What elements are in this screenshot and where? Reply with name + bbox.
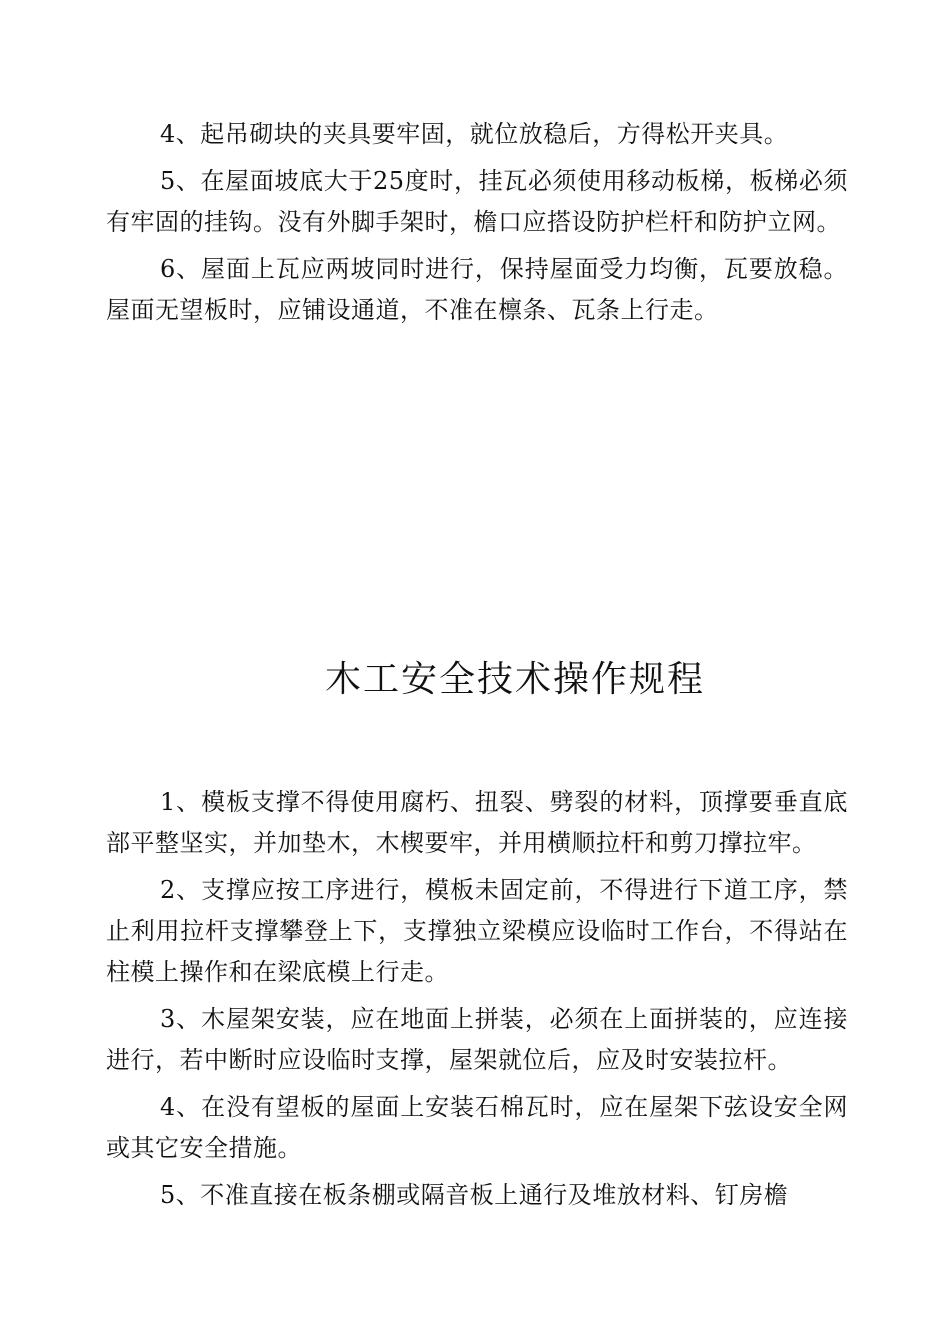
carpentry-rule-2: 2、支撑应按工序进行，模板未固定前，不得进行下道工序，禁止利用拉杆支撑攀登上下，支撑独立梁模应设临时工作台，不得站在柱模上操作和在梁底模上行走。 (106, 876, 848, 986)
carpentry-rule-3: 3、木屋架安装，应在地面上拼装，必须在上面拼装的，应连接进行，若中断时应设临时支撑，屋架就位后，应及时安装拉杆。 (106, 1005, 848, 1074)
rule-paragraph-4: 4、起吊砌块的夹具要牢固，就位放稳后，方得松开夹具。 (160, 120, 789, 148)
masonry-rules-continued (106, 114, 848, 337)
section-title: 木工安全技术操作规程 (324, 659, 705, 700)
carpentry-rules (106, 782, 848, 1222)
carpentry-rule-4: 4、在没有望板的屋面上安装石棉瓦时，应在屋架下弦设安全网或其它安全措施。 (106, 1093, 848, 1162)
carpentry-rule-1: 1、模板支撑不得使用腐朽、扭裂、劈裂的材料，顶撑要垂直底部平整坚实，并加垫木，木楔要牢，并用横顺拉杆和剪刀撑拉牢。 (106, 788, 848, 857)
carpentry-rule-5: 5、不准直接在板条棚或隔音板上通行及堆放材料、钉房檐 (160, 1181, 789, 1209)
rule-paragraph-6: 6、屋面上瓦应两坡同时进行，保持屋面受力均衡，瓦要放稳。屋面无望板时，应铺设通道，不准在檩条、瓦条上行走。 (106, 255, 848, 324)
rule-paragraph-5: 5、在屋面坡底大于25度时，挂瓦必须使用移动板梯，板梯必须有牢固的挂钩。没有外脚手架时，檐口应搭设防护栏杆和防护立网。 (106, 167, 848, 236)
